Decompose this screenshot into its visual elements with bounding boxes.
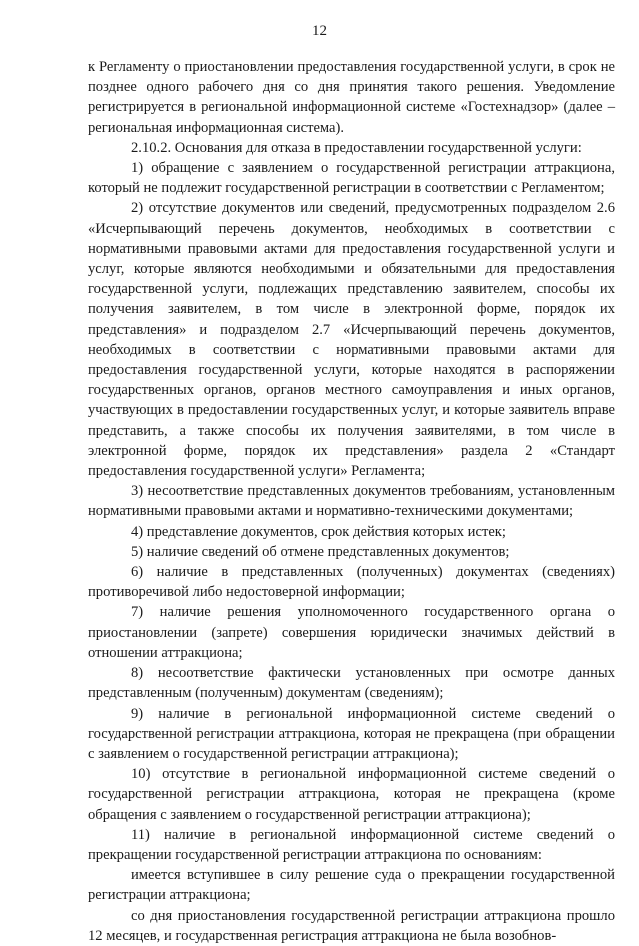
page-number: 12	[312, 23, 327, 39]
paragraph-item-1: 1) обращение с заявлением о государственной регистрации аттракциона, который не подлежит государственной регистрации в соответствии с Регламентом;	[88, 160, 615, 197]
paragraph-item-10: 10) отсутствие в региональной информационной системе сведений о государственной регистрации аттракциона, которая не прекращена (кроме обращения с заявлением о государственной регистрации аттракциона);	[88, 766, 615, 823]
paragraph-subitem-suspension-period: со дня приостановления государственной регистрации аттракциона прошло 12 месяцев, и государственная регистрация аттракциона не была возобнов-	[88, 907, 615, 944]
paragraph-section-heading: 2.10.2. Основания для отказа в предоставлении государственной услуги:	[131, 139, 582, 156]
paragraph-item-6: 6) наличие в представленных (полученных) документах (сведениях) противоречивой либо недостоверной информации;	[88, 564, 615, 601]
paragraph-item-9: 9) наличие в региональной информационной системе сведений о государственной регистрации аттракциона, которая не прекращена (при обращении с заявлением о государственной регистрации аттракциона);	[88, 705, 615, 762]
document-body	[88, 57, 615, 946]
paragraph-item-4: 4) представление документов, срок действия которых истек;	[131, 523, 506, 540]
paragraph-continuation: к Регламенту о приостановлении предоставления государственной услуги, в срок не позднее одного рабочего дня со дня принятия такого решения. Уведомление регистрируется в региональной информационной системе «Гостехнадзор» (далее – региональная информационная система).	[88, 59, 615, 136]
paragraph-item-3: 3) несоответствие представленных документов требованиям, установленным нормативными правовыми актами и нормативно-техническими документами;	[88, 483, 615, 520]
paragraph-item-2: 2) отсутствие документов или сведений, предусмотренных подразделом 2.6 «Исчерпывающий перечень документов, необходимых в соответствии с нормативными правовыми актами для предоставления государственной услуги и услуг, которые являются необходимыми и обязательными для предоставления государственной услуги, подлежащих представлению заявителем, способы их получения заявителем, в том числе в электронной форме, порядок их представления» и подразделом 2.7 «Исчерпывающий перечень документов, необходимых в соответствии с нормативными правовыми актами для предоставления государственной услуги, которые находятся в распоряжении государственных органов, органов местного самоуправления и иных органов, участвующих в предоставлении государственных услуг, и которые заявитель вправе представить, а также способы их получения заявителями, в том числе в электронной форме, порядок их представления» раздела 2 «Стандарт предоставления государственной услуги» Регламента;	[88, 200, 615, 480]
paragraph-item-8: 8) несоответствие фактически установленных при осмотре данных представленным (полученным) документам (сведениям);	[88, 665, 615, 702]
paragraph-subitem-court-decision: имеется вступившее в силу решение суда о прекращении государственной регистрации аттракциона;	[88, 867, 615, 904]
paragraph-item-11: 11) наличие в региональной информационной системе сведений о прекращении государственной регистрации аттракциона по основаниям:	[88, 826, 615, 863]
paragraph-item-7: 7) наличие решения уполномоченного государственного органа о приостановлении (запрете) совершения юридически значимых действий в отношении аттракциона;	[88, 604, 615, 661]
paragraph-item-5: 5) наличие сведений об отмене представленных документов;	[131, 543, 510, 560]
